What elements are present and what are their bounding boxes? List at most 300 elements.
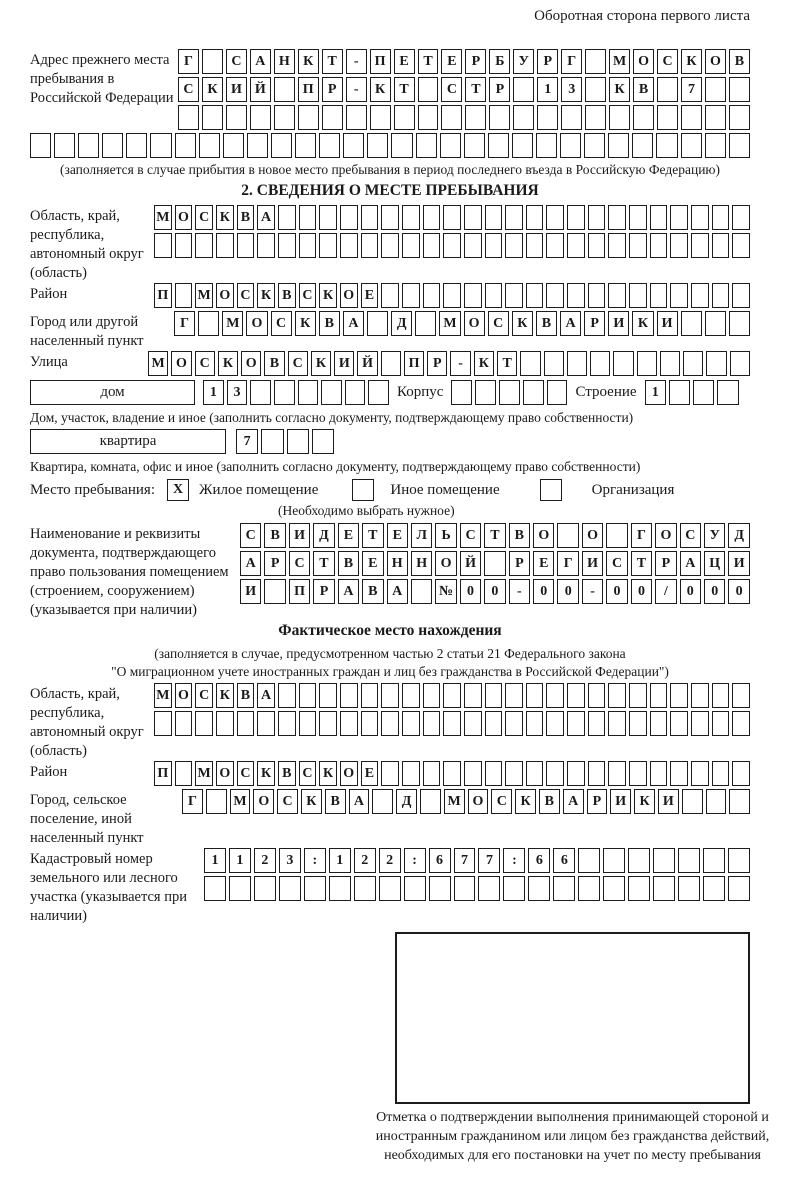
char-cell: О	[582, 523, 603, 548]
char-cell: С	[195, 351, 215, 376]
char-cell	[613, 351, 633, 376]
char-cell: М	[195, 283, 213, 308]
char-cell: Н	[387, 551, 408, 576]
char-cell	[443, 283, 461, 308]
char-cell: О	[171, 351, 191, 376]
char-cell	[546, 233, 564, 258]
char-cell	[732, 761, 750, 786]
char-cell	[443, 205, 461, 230]
region-label: Область, край, республика, автономный округ (область)	[30, 208, 144, 281]
region-row-2	[154, 233, 750, 258]
char-cell: Й	[460, 551, 481, 576]
char-cell	[729, 311, 750, 336]
char-cell	[584, 133, 605, 158]
char-cell	[505, 233, 523, 258]
char-cell: 0	[704, 579, 725, 604]
char-cell	[730, 351, 750, 376]
checkbox-other-premises[interactable]	[352, 479, 374, 501]
char-cell: Р	[655, 551, 676, 576]
char-cell: В	[278, 283, 296, 308]
char-cell: Ц	[704, 551, 725, 576]
char-cell	[381, 233, 399, 258]
actual-district-block	[30, 761, 750, 789]
char-cell	[505, 761, 523, 786]
char-cell	[204, 876, 226, 901]
stay-type-row	[30, 479, 750, 501]
char-cell: А	[257, 205, 275, 230]
char-cell: С	[178, 77, 199, 102]
char-cell: К	[634, 789, 655, 814]
char-cell: О	[175, 205, 193, 230]
char-cell	[526, 683, 544, 708]
char-cell	[505, 283, 523, 308]
char-cell: А	[387, 579, 408, 604]
char-cell: 0	[606, 579, 627, 604]
checkbox-organization[interactable]	[540, 479, 562, 501]
char-cell: 2	[354, 848, 376, 873]
char-cell	[526, 283, 544, 308]
district-row	[154, 283, 750, 308]
char-cell	[361, 233, 379, 258]
char-cell: 7	[478, 848, 500, 873]
char-cell	[546, 761, 564, 786]
char-cell: П	[154, 761, 172, 786]
char-cell	[423, 711, 441, 736]
char-cell: Ь	[435, 523, 456, 548]
char-cell	[299, 205, 317, 230]
char-cell: А	[680, 551, 701, 576]
char-cell: К	[311, 351, 331, 376]
char-cell	[343, 133, 364, 158]
char-cell	[264, 579, 285, 604]
prev-address-row-4	[30, 133, 750, 158]
char-cell: 0	[680, 579, 701, 604]
char-cell: В	[264, 351, 284, 376]
char-cell	[505, 683, 523, 708]
char-cell	[629, 683, 647, 708]
char-cell	[732, 283, 750, 308]
char-cell	[657, 105, 678, 130]
char-cell	[216, 233, 234, 258]
char-cell: М	[609, 49, 630, 74]
char-cell: Е	[362, 551, 383, 576]
char-cell	[441, 105, 462, 130]
char-cell	[526, 761, 544, 786]
char-cell	[429, 876, 451, 901]
char-cell: К	[295, 311, 316, 336]
char-cell	[195, 233, 213, 258]
char-cell: С	[606, 551, 627, 576]
char-cell: М	[154, 683, 172, 708]
char-cell	[484, 551, 505, 576]
char-cell	[691, 683, 709, 708]
char-cell	[402, 205, 420, 230]
char-cell	[485, 205, 503, 230]
char-cell: В	[237, 683, 255, 708]
char-cell	[505, 711, 523, 736]
char-cell	[557, 523, 578, 548]
char-cell: М	[230, 789, 251, 814]
document-label: Наименование и реквизиты документа, подтверждающего право пользования помещением (строением, сооружением) (указывается при наличии)	[30, 526, 229, 618]
char-cell: С	[441, 77, 462, 102]
char-cell	[729, 77, 750, 102]
char-cell	[578, 848, 600, 873]
char-cell: А	[343, 311, 364, 336]
char-cell	[650, 711, 668, 736]
actual-region-label: Область, край, республика, автономный округ (область)	[30, 686, 144, 759]
document-row-2	[240, 551, 750, 576]
char-cell: -	[450, 351, 470, 376]
char-cell	[443, 233, 461, 258]
char-cell: И	[728, 551, 749, 576]
char-cell	[465, 105, 486, 130]
char-cell	[175, 711, 193, 736]
char-cell	[372, 789, 393, 814]
char-cell: Н	[274, 49, 295, 74]
checkbox-residential[interactable]: X	[167, 479, 189, 501]
char-cell	[567, 205, 585, 230]
char-cell: Л	[411, 523, 432, 548]
char-cell	[629, 283, 647, 308]
char-cell	[223, 133, 244, 158]
stamp-caption: Отметка о подтверждении выполнения принимающей стороной и иностранным гражданином или лицом без гражданства действий, необходимых для его постановки на учет по месту пребывания	[375, 1110, 770, 1163]
char-cell	[650, 283, 668, 308]
char-cell	[379, 876, 401, 901]
char-cell	[567, 761, 585, 786]
char-cell: В	[539, 789, 560, 814]
char-cell	[464, 133, 485, 158]
char-cell	[485, 683, 503, 708]
actual-city-row	[182, 789, 750, 814]
char-cell	[475, 380, 496, 405]
char-cell: В	[509, 523, 530, 548]
char-cell: П	[298, 77, 319, 102]
char-cell	[381, 283, 399, 308]
char-cell	[585, 49, 606, 74]
stroenie-label: Строение	[575, 384, 637, 400]
district-block	[30, 283, 750, 311]
char-cell: Й	[250, 77, 271, 102]
char-cell: М	[444, 789, 465, 814]
char-cell	[464, 205, 482, 230]
char-cell	[370, 105, 391, 130]
char-cell	[420, 789, 441, 814]
char-cell: Г	[631, 523, 652, 548]
page-side-note: Оборотная сторона первого листа	[534, 8, 750, 24]
char-cell	[585, 105, 606, 130]
char-cell	[319, 683, 337, 708]
char-cell: О	[246, 311, 267, 336]
region-row-1	[154, 205, 750, 230]
char-cell: К	[216, 683, 234, 708]
char-cell	[656, 133, 677, 158]
char-cell: 2	[254, 848, 276, 873]
char-cell: 1	[537, 77, 558, 102]
char-cell: К	[257, 761, 275, 786]
char-cell	[198, 311, 219, 336]
char-cell: Т	[362, 523, 383, 548]
district-label: Район	[30, 286, 68, 302]
char-cell	[237, 233, 255, 258]
char-cell	[678, 848, 700, 873]
char-cell: О	[705, 49, 726, 74]
char-cell	[499, 380, 520, 405]
char-cell: О	[468, 789, 489, 814]
actual-region-block	[30, 683, 750, 761]
char-cell	[254, 876, 276, 901]
char-cell	[30, 133, 51, 158]
char-cell: Р	[509, 551, 530, 576]
char-cell	[250, 380, 271, 405]
other-premises-label: Иное помещение	[390, 481, 500, 498]
char-cell: -	[346, 77, 367, 102]
char-cell	[608, 233, 626, 258]
char-cell: М	[439, 311, 460, 336]
char-cell	[536, 133, 557, 158]
char-cell	[402, 233, 420, 258]
char-cell: Н	[411, 551, 432, 576]
char-cell: С	[299, 283, 317, 308]
char-cell: А	[250, 49, 271, 74]
city-label: Город или другой населенный пункт	[30, 314, 144, 349]
char-cell	[729, 133, 750, 158]
actual-region-row-2	[154, 711, 750, 736]
char-cell	[547, 380, 568, 405]
char-cell: В	[325, 789, 346, 814]
char-cell	[150, 133, 171, 158]
char-cell	[418, 77, 439, 102]
char-cell	[728, 876, 750, 901]
char-cell: В	[338, 551, 359, 576]
char-cell	[175, 133, 196, 158]
char-cell	[415, 311, 436, 336]
char-cell: К	[681, 49, 702, 74]
char-cell: Т	[497, 351, 517, 376]
char-cell	[443, 761, 461, 786]
char-cell	[650, 683, 668, 708]
char-cell	[544, 351, 564, 376]
char-cell	[346, 105, 367, 130]
char-cell: 2	[379, 848, 401, 873]
char-cell: М	[222, 311, 243, 336]
char-cell	[154, 711, 172, 736]
char-cell	[257, 233, 275, 258]
char-cell	[451, 380, 472, 405]
char-cell: Р	[489, 77, 510, 102]
char-cell	[670, 283, 688, 308]
char-cell	[585, 77, 606, 102]
char-cell	[670, 233, 688, 258]
char-cell: 0	[728, 579, 749, 604]
char-cell: 1	[645, 380, 666, 405]
char-cell	[703, 876, 725, 901]
char-cell	[126, 133, 147, 158]
char-cell: В	[536, 311, 557, 336]
char-cell	[703, 848, 725, 873]
char-cell	[681, 105, 702, 130]
char-cell	[321, 380, 342, 405]
city-row	[174, 311, 750, 336]
char-cell	[175, 233, 193, 258]
char-cell: С	[299, 761, 317, 786]
char-cell: 6	[528, 848, 550, 873]
char-cell	[464, 761, 482, 786]
cadastral-label: Кадастровый номер земельного или лесного участка (указывается при наличии)	[30, 851, 187, 924]
char-cell	[567, 283, 585, 308]
city-block	[30, 311, 750, 351]
prev-address-row-1	[178, 49, 750, 74]
prev-address-row-3	[178, 105, 750, 130]
actual-district-row	[154, 761, 750, 786]
char-cell: Б	[489, 49, 510, 74]
char-cell: С	[226, 49, 247, 74]
char-cell	[629, 761, 647, 786]
char-cell	[485, 283, 503, 308]
char-cell	[560, 133, 581, 158]
cadastral-block	[30, 848, 750, 926]
char-cell	[732, 205, 750, 230]
char-cell: В	[278, 761, 296, 786]
char-cell	[567, 683, 585, 708]
char-cell	[423, 205, 441, 230]
char-cell	[678, 876, 700, 901]
char-cell	[670, 683, 688, 708]
char-cell	[608, 761, 626, 786]
char-cell	[693, 380, 714, 405]
char-cell: С	[491, 789, 512, 814]
char-cell	[603, 876, 625, 901]
char-cell: Р	[584, 311, 605, 336]
char-cell: К	[202, 77, 223, 102]
char-cell	[712, 683, 730, 708]
char-cell: Д	[728, 523, 749, 548]
korpus-cells	[451, 380, 567, 405]
char-cell	[683, 351, 703, 376]
char-cell	[513, 77, 534, 102]
char-cell: И	[658, 789, 679, 814]
char-cell	[175, 283, 193, 308]
char-cell	[250, 105, 271, 130]
char-cell: К	[257, 283, 275, 308]
char-cell	[361, 683, 379, 708]
char-cell: С	[237, 283, 255, 308]
char-cell	[546, 683, 564, 708]
char-cell: -	[582, 579, 603, 604]
char-cell	[712, 283, 730, 308]
char-cell	[650, 233, 668, 258]
char-cell	[513, 105, 534, 130]
char-cell: И	[334, 351, 354, 376]
char-cell: :	[304, 848, 326, 873]
char-cell: Е	[338, 523, 359, 548]
char-cell: 3	[227, 380, 248, 405]
char-cell: 3	[279, 848, 301, 873]
korpus-label: Корпус	[397, 384, 444, 400]
char-cell: В	[237, 205, 255, 230]
char-cell	[629, 205, 647, 230]
char-cell	[728, 848, 750, 873]
char-cell	[319, 711, 337, 736]
char-cell	[178, 105, 199, 130]
char-cell	[705, 311, 726, 336]
char-cell: 6	[429, 848, 451, 873]
char-cell	[237, 711, 255, 736]
section2-title: 2. СВЕДЕНИЯ О МЕСТЕ ПРЕБЫВАНИЯ	[241, 182, 539, 199]
char-cell: С	[195, 683, 213, 708]
char-cell	[561, 105, 582, 130]
char-cell: Г	[182, 789, 203, 814]
char-cell	[340, 711, 358, 736]
char-cell	[381, 761, 399, 786]
char-cell: О	[216, 761, 234, 786]
char-cell	[361, 205, 379, 230]
char-cell	[261, 429, 283, 454]
char-cell: У	[513, 49, 534, 74]
char-cell	[319, 133, 340, 158]
char-cell	[381, 205, 399, 230]
char-cell	[712, 205, 730, 230]
cadastral-row-1	[204, 848, 750, 873]
char-cell	[628, 876, 650, 901]
char-cell: Е	[394, 49, 415, 74]
char-cell: 0	[484, 579, 505, 604]
char-cell: Г	[561, 49, 582, 74]
char-cell	[588, 683, 606, 708]
house-number-cells	[203, 380, 389, 405]
char-cell	[454, 876, 476, 901]
char-cell: Е	[361, 761, 379, 786]
char-cell	[361, 711, 379, 736]
char-cell	[729, 105, 750, 130]
char-cell	[691, 205, 709, 230]
char-cell: Т	[465, 77, 486, 102]
confirmation-stamp-box	[395, 932, 750, 1104]
char-cell	[404, 876, 426, 901]
char-cell	[706, 351, 726, 376]
char-cell	[485, 711, 503, 736]
char-cell	[526, 205, 544, 230]
char-cell: П	[370, 49, 391, 74]
char-cell	[402, 711, 420, 736]
char-cell: Д	[396, 789, 417, 814]
char-cell	[653, 876, 675, 901]
char-cell	[670, 761, 688, 786]
char-cell	[546, 205, 564, 230]
char-cell: К	[319, 283, 337, 308]
char-cell	[443, 711, 461, 736]
char-cell	[717, 380, 738, 405]
char-cell: К	[609, 77, 630, 102]
char-cell	[216, 711, 234, 736]
char-cell	[588, 283, 606, 308]
char-cell	[681, 133, 702, 158]
organization-label: Организация	[591, 481, 675, 498]
char-cell	[202, 49, 223, 74]
char-cell: Т	[418, 49, 439, 74]
char-cell	[423, 761, 441, 786]
apartment-type-box: квартира	[30, 429, 226, 454]
char-cell	[464, 711, 482, 736]
char-cell: К	[474, 351, 494, 376]
char-cell	[503, 876, 525, 901]
char-cell: К	[301, 789, 322, 814]
char-cell	[485, 761, 503, 786]
char-cell	[278, 233, 296, 258]
char-cell	[567, 233, 585, 258]
char-cell	[653, 848, 675, 873]
char-cell	[199, 133, 220, 158]
char-cell: Е	[387, 523, 408, 548]
